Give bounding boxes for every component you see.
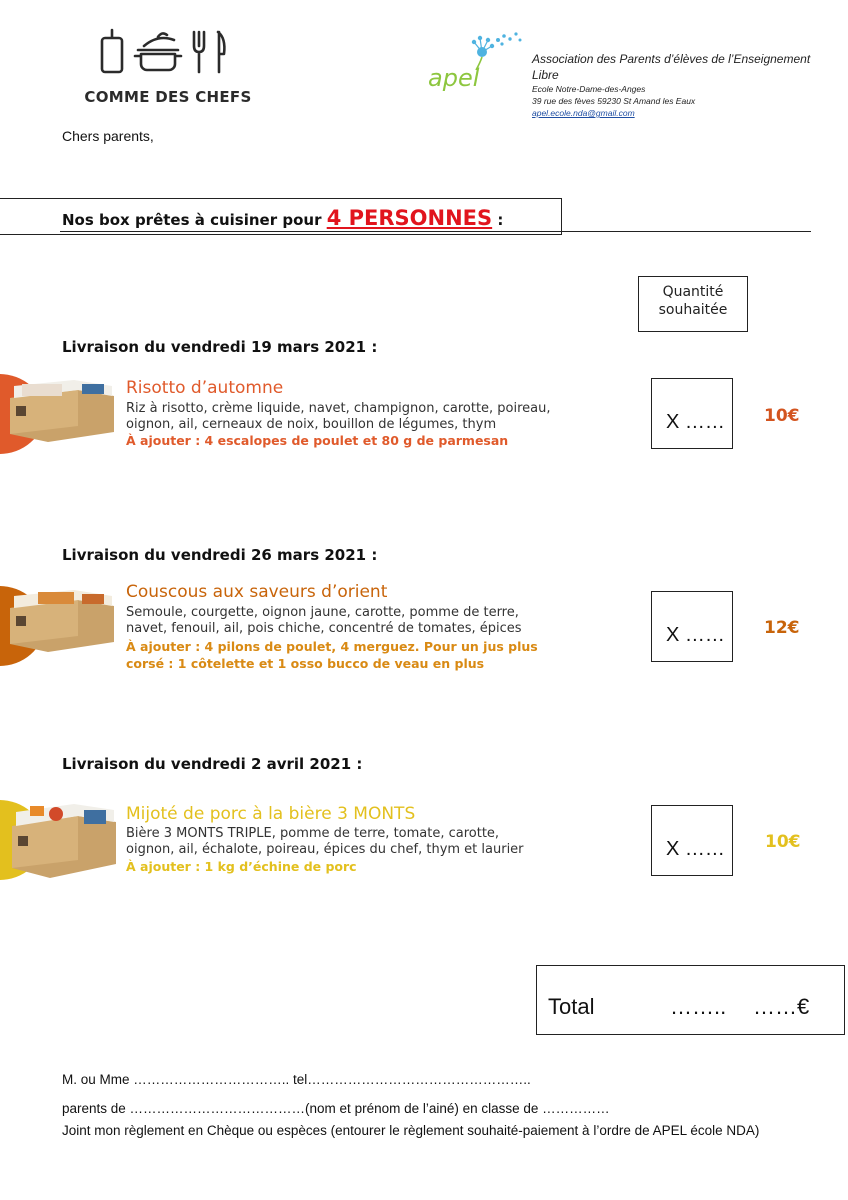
kitchen-utensils-icon xyxy=(100,28,236,76)
quantity-header-line2: souhaitée xyxy=(658,302,728,318)
ingredients-line: oignon, ail, échalote, poireau, épices du chef, thym et laurier xyxy=(126,842,524,857)
addon-1 xyxy=(126,432,508,449)
addon-2 xyxy=(126,638,538,672)
ingredients-line: oignon, ail, cerneaux de noix, bouillon de légumes, thym xyxy=(126,417,497,432)
brand-name: COMME DES CHEFS xyxy=(84,88,252,106)
addon-line: À ajouter : 4 escalopes de poulet et 80 g de parmesan xyxy=(126,433,509,448)
price-2: 12€ xyxy=(764,618,800,638)
title-prefix: Nos box prêtes à cuisiner pour xyxy=(62,211,327,229)
total-quantity[interactable]: …….. xyxy=(670,994,727,1019)
quantity-header xyxy=(638,276,748,332)
ingredients-line: Semoule, courgette, oignon jaune, carotte, pomme de terre, xyxy=(126,605,519,620)
meal-box-image-3 xyxy=(10,800,118,880)
price-3: 10€ xyxy=(765,832,801,852)
meal-box-image-2 xyxy=(8,588,116,654)
quantity-field-2[interactable]: X …… xyxy=(651,591,733,662)
apel-wordmark: apel xyxy=(428,64,480,92)
title-highlight: 4 PERSONNES xyxy=(326,206,493,230)
email-link[interactable]: apel.ecole.nda@gmail.com xyxy=(532,108,635,118)
meal-box-image-1 xyxy=(8,378,116,444)
quantity-header-line1: Quantité xyxy=(662,284,724,300)
quantity-field-3[interactable]: X …… xyxy=(651,805,733,876)
addon-line: À ajouter : 1 kg d’échine de porc xyxy=(126,859,357,874)
comme-des-chefs-logo xyxy=(78,28,258,108)
title-suffix: : xyxy=(492,211,504,229)
apel-logo xyxy=(424,30,524,100)
ingredients-line: Riz à risotto, crème liquide, navet, champignon, carotte, poireau, xyxy=(126,401,551,416)
delivery-date-1: Livraison du vendredi 19 mars 2021 : xyxy=(62,338,378,356)
addon-3 xyxy=(126,858,357,875)
ingredients-line: Bière 3 MONTS TRIPLE, pomme de terre, tomate, carotte, xyxy=(126,826,500,841)
association-info xyxy=(532,51,832,119)
ingredients-2 xyxy=(126,605,522,637)
delivery-date-3: Livraison du vendredi 2 avril 2021 : xyxy=(62,755,363,773)
association-name: Association des Parents d’élèves de l’Enseignement Libre xyxy=(532,52,811,82)
total-box[interactable] xyxy=(536,965,845,1035)
recipe-title-1: Risotto d’automne xyxy=(126,378,284,398)
page-title xyxy=(62,206,503,230)
recipe-title-3: Mijoté de porc à la bière 3 MONTS xyxy=(126,804,416,824)
parent-name-phone-line[interactable]: M. ou Mme …………………………….. tel………………………………………….. xyxy=(62,1072,531,1087)
school-name: Ecole Notre-Dame-des-Anges xyxy=(532,84,646,94)
addon-line: corsé : 1 côtelette et 1 osso bucco de veau en plus xyxy=(126,656,485,671)
ingredients-1 xyxy=(126,401,551,433)
ingredients-3 xyxy=(126,826,524,858)
title-underline xyxy=(60,231,811,232)
ingredients-line: navet, fenouil, ail, pois chiche, concentré de tomates, épices xyxy=(126,621,522,636)
payment-note: Joint mon règlement en Chèque ou espèces (entourer le règlement souhaité-paiement à l’ordre de APEL école NDA) xyxy=(62,1123,760,1138)
price-1: 10€ xyxy=(764,406,800,426)
parents-of-class-line[interactable]: parents de …………………………………(nom et prénom de l’ainé) en classe de …………… xyxy=(62,1101,610,1116)
recipe-title-2: Couscous aux saveurs d’orient xyxy=(126,582,388,602)
school-address: 39 rue des fèves 59230 St Amand les Eaux xyxy=(532,96,696,106)
addon-line: À ajouter : 4 pilons de poulet, 4 merguez. Pour un jus plus xyxy=(126,639,538,654)
quantity-field-1[interactable]: X …… xyxy=(651,378,733,449)
total-amount[interactable]: ……€ xyxy=(753,994,810,1019)
greeting: Chers parents, xyxy=(62,128,154,144)
delivery-date-2: Livraison du vendredi 26 mars 2021 : xyxy=(62,546,378,564)
total-label: Total xyxy=(548,994,595,1019)
